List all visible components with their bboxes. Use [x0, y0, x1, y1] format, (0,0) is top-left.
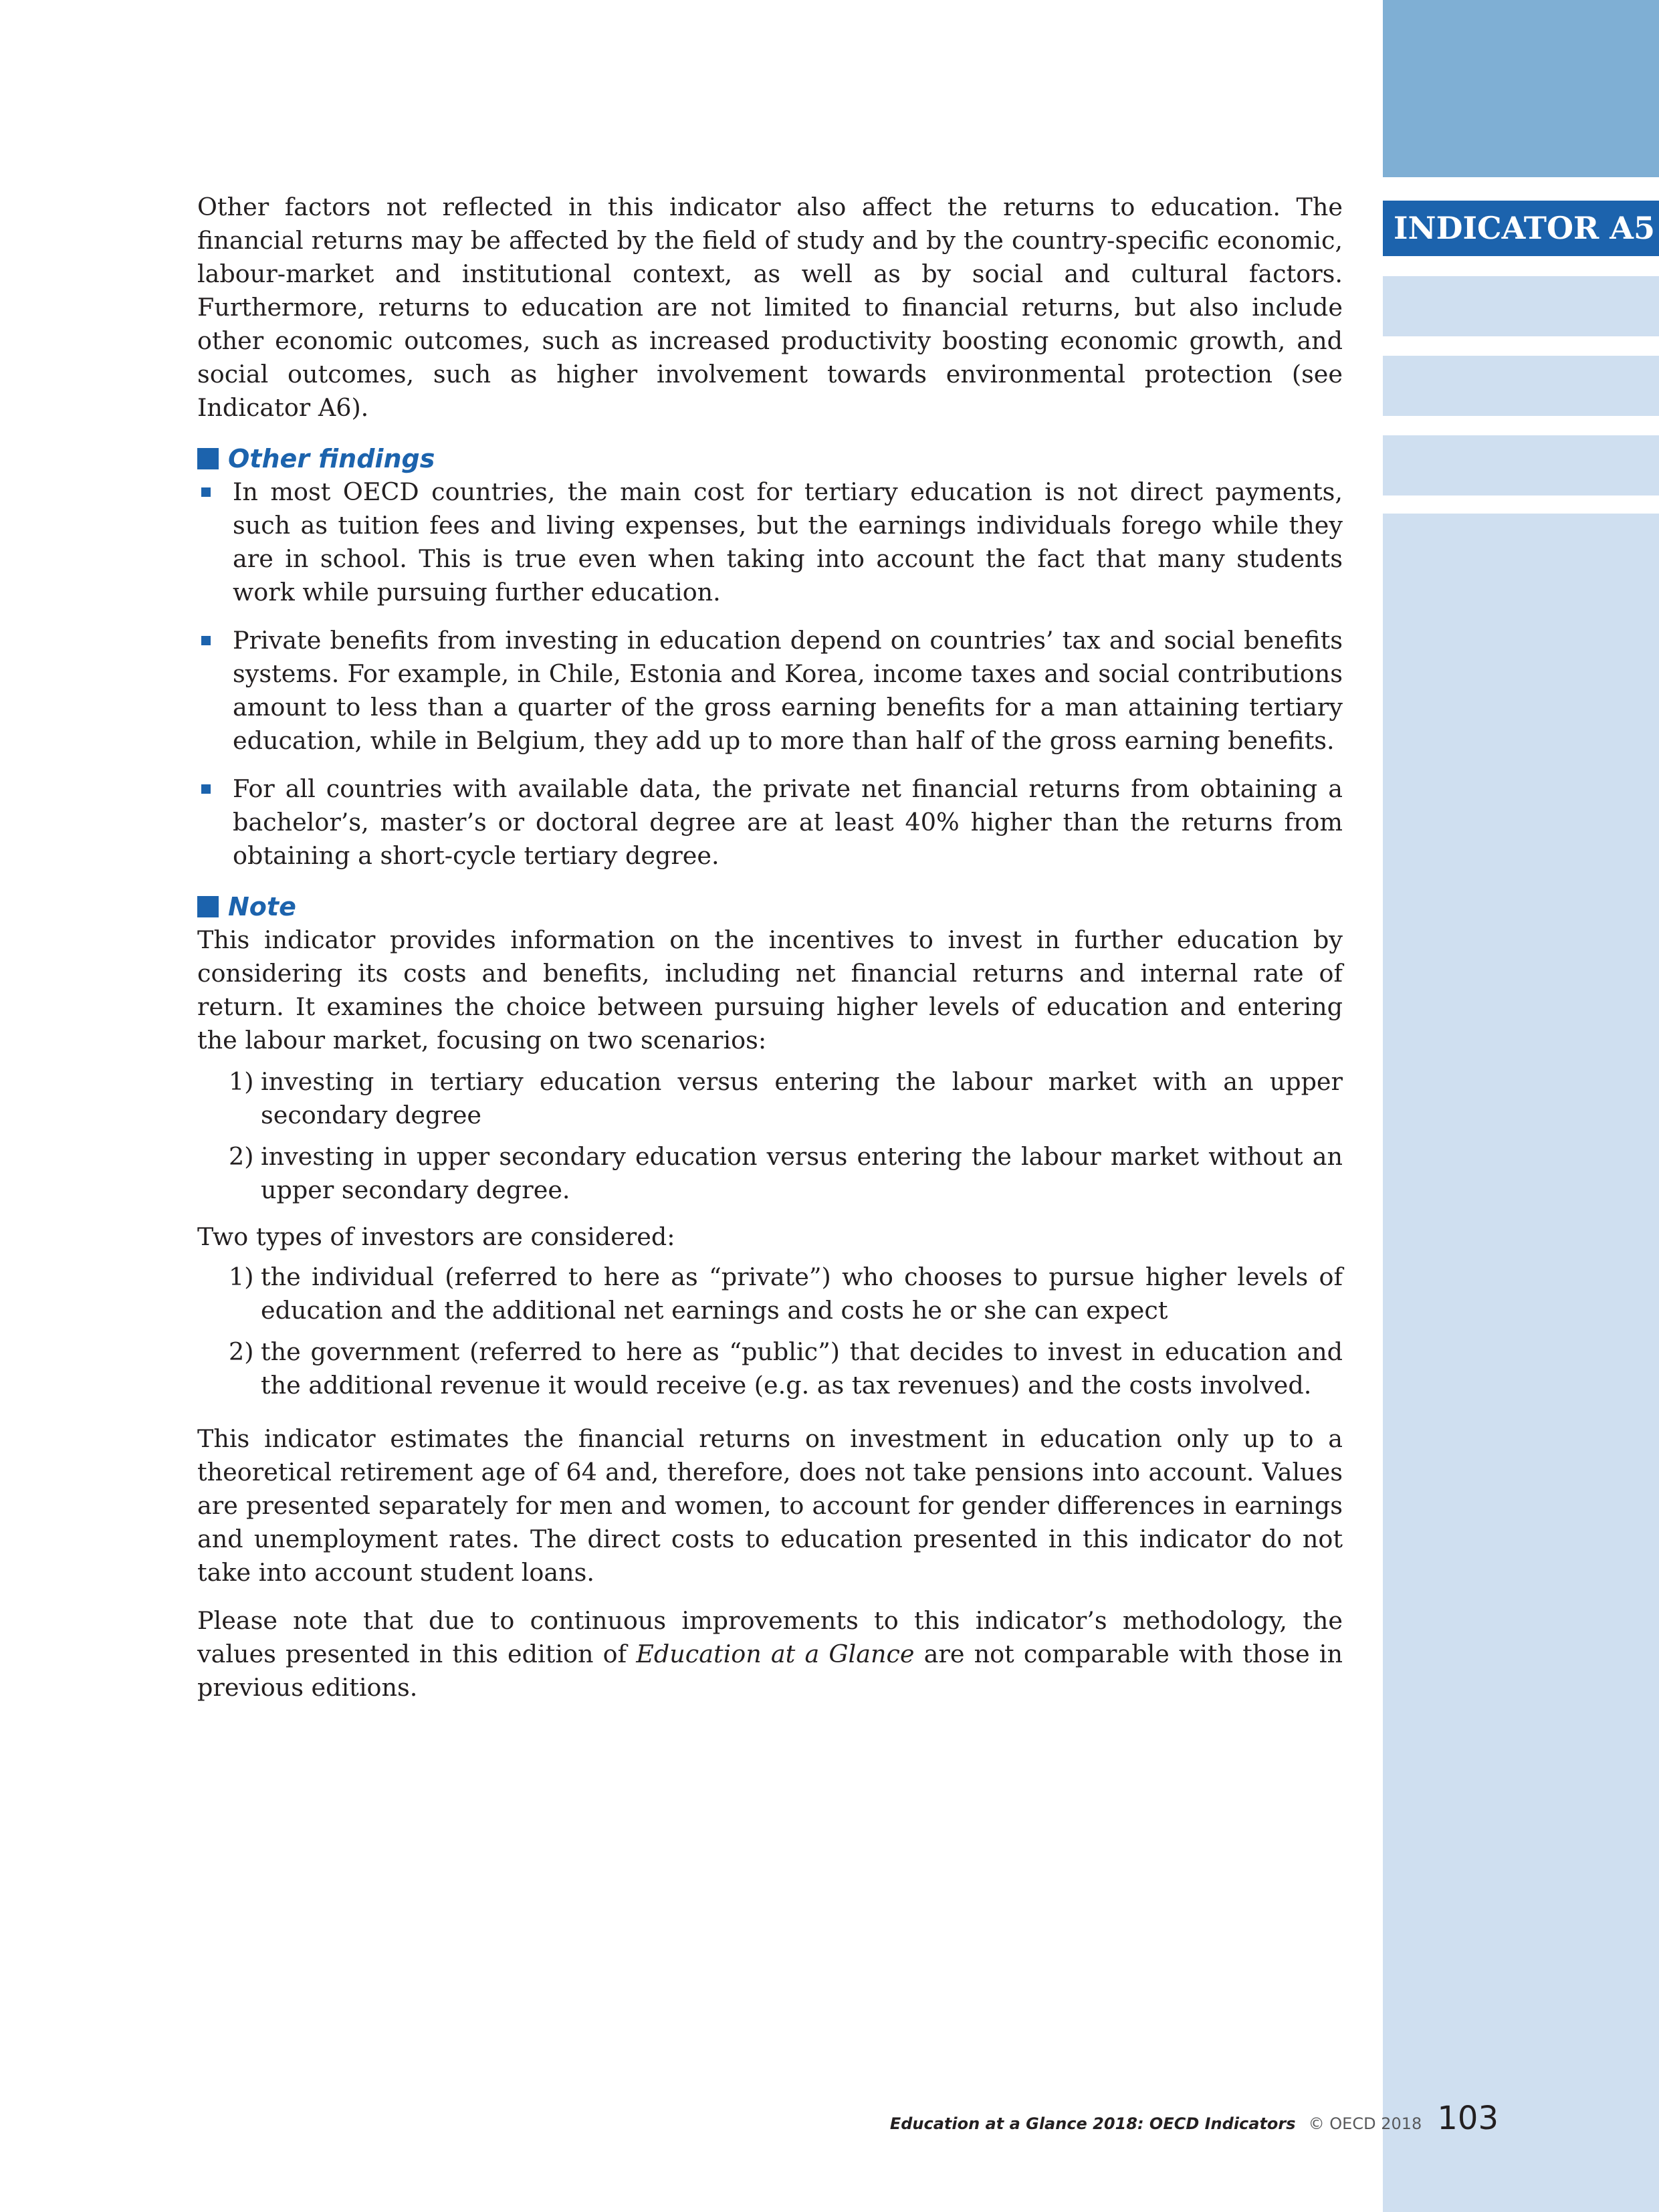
bullet-icon — [201, 784, 211, 794]
note-paragraph: This indicator estimates the financial returns on investment in education only up to a theoretical retirement age of 64 and, therefore, does not take pensions into account. Values are presented separately for men and women, to account for gender differences in earnings and unemployment rates. The direct costs to education presented in this indicator do not take into account student loans. — [197, 1424, 1343, 1587]
investors-list — [197, 1260, 1343, 1402]
sidebar-band — [1383, 514, 1659, 2212]
list-item — [197, 624, 1343, 758]
finding-text: In most OECD countries, the main cost for tertiary education is not direct payments, such as tuition fees and living expenses, but the earnings individuals forego while they are in school. This is true even when taking into account the fact that many students work while pursuing further education. — [233, 477, 1343, 606]
sidebar-top-block — [1383, 0, 1659, 177]
note-text: Please note that due to continuous improvements to this indicator’s methodology, the values presented in this edition of — [197, 1606, 1343, 1668]
list-item — [197, 1065, 1343, 1132]
list-number: 1) — [229, 1067, 254, 1096]
intro-paragraph: Other factors not reflected in this indicator also affect the returns to education. The financial returns may be affected by the field of study and by the country-specific economic, labour-market and institutional context, as well as by social and cultural factors. Furthermore, returns to education are not limited to financial returns, but also include other economic outcomes, such as increased productivity boosting economic growth, and social outcomes, such as higher involvement towards environmental protection (see Indicator A6). — [197, 193, 1343, 422]
list-item — [197, 1140, 1343, 1207]
bullet-icon — [201, 636, 211, 645]
main-content — [197, 191, 1343, 1704]
list-item — [197, 772, 1343, 873]
list-number: 2) — [229, 1142, 254, 1171]
other-findings-heading — [197, 442, 1343, 475]
investor-text: the individual (referred to here as “private”) who chooses to pursue higher levels of education and the additional net earnings and costs he or she can expect — [261, 1262, 1343, 1325]
indicator-tab — [1383, 201, 1659, 256]
list-item — [197, 1260, 1343, 1327]
investors-intro: Two types of investors are considered: — [197, 1222, 675, 1251]
list-item — [197, 475, 1343, 609]
indicator-label: INDICATOR A5 — [1394, 210, 1655, 246]
list-number: 1) — [229, 1262, 254, 1291]
page-number: 103 — [1437, 2100, 1499, 2137]
heading-square-icon — [197, 896, 219, 917]
footer-copyright: © OECD 2018 — [1308, 2114, 1422, 2133]
investor-text: the government (referred to here as “public”) that decides to invest in education and the additional revenue it would receive (e.g. as tax revenues) and the costs involved. — [261, 1337, 1343, 1400]
sidebar-band — [1383, 276, 1659, 336]
list-item — [197, 1335, 1343, 1402]
note-title: Note — [228, 892, 296, 921]
footer-title: Education at a Glance 2018: OECD Indicators — [889, 2114, 1296, 2133]
other-findings-title: Other findings — [228, 444, 435, 473]
page-footer — [890, 2100, 1499, 2137]
note-paragraph: This indicator provides information on the incentives to invest in further education by considering its costs and benefits, including net financial returns and internal rate of return. It examines the choice between pursuing higher levels of education and entering the labour market, focusing on two scenarios: — [197, 925, 1343, 1055]
list-number: 2) — [229, 1337, 254, 1366]
note-heading — [197, 890, 1343, 923]
note-text: are not comparable with those in previous editions. — [197, 1640, 1343, 1702]
scenarios-list — [197, 1065, 1343, 1207]
finding-text: For all countries with available data, the private net financial returns from obtaining a bachelor’s, master’s or doctoral degree are at least 40% higher than the returns from obtaining a short-cycle tertiary degree. — [233, 774, 1343, 870]
note-paragraph-final — [197, 1604, 1343, 1704]
finding-text: Private benefits from investing in education depend on countries’ tax and social benefits systems. For example, in Chile, Estonia and Korea, income taxes and social contributions amount to less than a quarter of the gross earning benefits for a man attaining tertiary education, while in Belgium, they add up to more than half of the gross earning benefits. — [233, 626, 1343, 755]
heading-square-icon — [197, 448, 219, 469]
scenario-text: investing in upper secondary education versus entering the labour market without an upper secondary degree. — [261, 1142, 1343, 1204]
publication-title: Education at a Glance — [636, 1640, 915, 1668]
sidebar-band — [1383, 435, 1659, 495]
findings-list — [197, 475, 1343, 873]
bullet-icon — [201, 487, 211, 497]
sidebar-band — [1383, 356, 1659, 416]
scenario-text: investing in tertiary education versus entering the labour market with an upper secondary degree — [261, 1067, 1343, 1129]
